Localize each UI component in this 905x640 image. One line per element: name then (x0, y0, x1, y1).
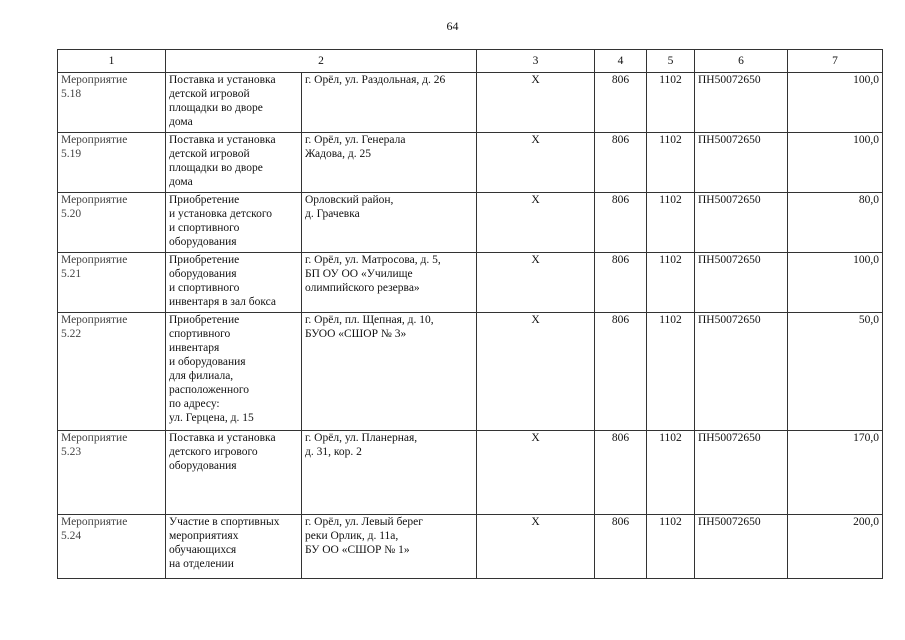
col4-cell: 806 (595, 431, 647, 515)
col7-cell: 100,0 (788, 253, 883, 313)
event-name-cell (166, 515, 302, 579)
col6-cell: ПН50072650 (695, 253, 788, 313)
event-name-cell (166, 431, 302, 515)
col3-cell: Х (477, 313, 595, 431)
header-col-7: 7 (788, 50, 883, 73)
event-name-cell (166, 73, 302, 133)
event-address-cell-line: г. Орёл, ул. Раздольная, д. 26 (305, 74, 446, 86)
header-col-5: 5 (647, 50, 695, 73)
col7-cell: 200,0 (788, 515, 883, 579)
event-name-cell (166, 253, 302, 313)
event-address-cell-line: Орловский район, (305, 194, 394, 206)
col6-cell: ПН50072650 (695, 515, 788, 579)
col6-cell: ПН50072650 (695, 313, 788, 431)
page-number: 64 (446, 19, 459, 33)
header-col-3: 3 (477, 50, 595, 73)
col5-cell: 1102 (647, 133, 695, 193)
event-name-cell-line: по адресу: (169, 398, 220, 410)
event-name-cell-line: Приобретение (169, 254, 240, 266)
header-row (58, 50, 883, 73)
header-col-1: 1 (58, 50, 166, 73)
event-address-cell-line: д. Грачевка (305, 208, 360, 220)
event-name-cell-line: мероприятиях (169, 530, 239, 542)
event-name-cell-line: детского игрового (169, 446, 258, 458)
event-name-cell (166, 193, 302, 253)
col5-cell: 1102 (647, 73, 695, 133)
event-number-cell-line: Мероприятие (61, 254, 128, 266)
col4-cell: 806 (595, 73, 647, 133)
col4-cell: 806 (595, 515, 647, 579)
event-name-cell-line: оборудования (169, 236, 237, 248)
event-name-cell-line: Поставка и установка (169, 432, 276, 444)
event-name-cell-line: ул. Герцена, д. 15 (169, 412, 254, 424)
event-name-cell-line: и установка детского (169, 208, 273, 220)
event-number-cell (58, 193, 166, 253)
event-name-cell-line: для филиала, (169, 370, 234, 382)
table-row (58, 313, 883, 431)
col5-cell: 1102 (647, 515, 695, 579)
event-name-cell-line: площадки во дворе (169, 162, 263, 174)
col7-cell: 170,0 (788, 431, 883, 515)
col7-cell: 80,0 (788, 193, 883, 253)
event-name-cell (166, 133, 302, 193)
event-number-cell-line: Мероприятие (61, 516, 128, 528)
event-address-cell (302, 253, 477, 313)
event-number-cell-line: Мероприятие (61, 74, 128, 86)
event-number-cell (58, 253, 166, 313)
event-name-cell-line: спортивного (169, 328, 231, 340)
event-address-cell (302, 313, 477, 431)
col4-cell: 806 (595, 193, 647, 253)
event-number-cell (58, 515, 166, 579)
col7-cell: 50,0 (788, 313, 883, 431)
col3-cell: Х (477, 515, 595, 579)
event-number-cell-line: 5.18 (61, 88, 82, 100)
event-number-cell-line: 5.23 (61, 446, 82, 458)
col5-cell: 1102 (647, 313, 695, 431)
col3-cell: Х (477, 133, 595, 193)
table-row (58, 515, 883, 579)
event-address-cell-line: д. 31, кор. 2 (305, 446, 362, 458)
event-number-cell-line: 5.22 (61, 328, 82, 340)
event-address-cell-line: БУ ОО «СШОР № 1» (305, 544, 410, 556)
col5-cell: 1102 (647, 431, 695, 515)
event-address-cell-line: г. Орёл, ул. Планерная, (305, 432, 418, 444)
event-address-cell-line: г. Орёл, ул. Генерала (305, 134, 406, 146)
table-row (58, 253, 883, 313)
event-name-cell-line: дома (169, 116, 193, 128)
event-name-cell-line: Поставка и установка (169, 134, 276, 146)
budget-table (57, 49, 883, 579)
event-address-cell-line: г. Орёл, ул. Левый берег (305, 516, 423, 528)
event-name-cell (166, 313, 302, 431)
event-number-cell-line: Мероприятие (61, 432, 128, 444)
event-name-cell-line: оборудования (169, 460, 237, 472)
event-name-cell-line: на отделении (169, 558, 234, 570)
event-number-cell-line: 5.24 (61, 530, 82, 542)
event-address-cell (302, 431, 477, 515)
event-name-cell-line: инвентаря в зал бокса (169, 296, 277, 308)
col6-cell: ПН50072650 (695, 193, 788, 253)
event-address-cell (302, 133, 477, 193)
event-name-cell-line: дома (169, 176, 193, 188)
event-name-cell-line: и спортивного (169, 282, 240, 294)
event-name-cell-line: расположенного (169, 384, 250, 396)
event-address-cell-line: олимпийского резерва» (305, 282, 420, 294)
event-name-cell-line: Поставка и установка (169, 74, 276, 86)
event-address-cell (302, 515, 477, 579)
event-number-cell (58, 73, 166, 133)
event-number-cell-line: Мероприятие (61, 194, 128, 206)
event-name-cell-line: обучающихся (169, 544, 237, 556)
event-number-cell (58, 133, 166, 193)
header-col-4: 4 (595, 50, 647, 73)
event-number-cell-line: 5.21 (61, 268, 82, 280)
event-address-cell-line: Жадова, д. 25 (305, 148, 371, 160)
event-number-cell (58, 313, 166, 431)
col3-cell: Х (477, 431, 595, 515)
event-address-cell-line: реки Орлик, д. 11а, (305, 530, 399, 542)
event-address-cell-line: г. Орёл, ул. Матросова, д. 5, (305, 254, 441, 266)
col3-cell: Х (477, 73, 595, 133)
col7-cell: 100,0 (788, 73, 883, 133)
event-address-cell-line: БУОО «СШОР № 3» (305, 328, 407, 340)
event-number-cell-line: 5.20 (61, 208, 82, 220)
col6-cell: ПН50072650 (695, 73, 788, 133)
event-name-cell-line: оборудования (169, 268, 237, 280)
event-name-cell-line: детской игровой (169, 148, 250, 160)
col7-cell: 100,0 (788, 133, 883, 193)
event-number-cell-line: 5.19 (61, 148, 82, 160)
event-name-cell-line: детской игровой (169, 88, 250, 100)
header-col-2: 2 (166, 50, 477, 73)
table-row (58, 431, 883, 515)
table-row (58, 73, 883, 133)
event-number-cell (58, 431, 166, 515)
event-address-cell-line: г. Орёл, пл. Щепная, д. 10, (305, 314, 434, 326)
table-row (58, 133, 883, 193)
event-name-cell-line: Приобретение (169, 314, 240, 326)
header-col-6: 6 (695, 50, 788, 73)
table-row (58, 193, 883, 253)
event-address-cell (302, 193, 477, 253)
col6-cell: ПН50072650 (695, 133, 788, 193)
col5-cell: 1102 (647, 193, 695, 253)
event-name-cell-line: и оборудования (169, 356, 246, 368)
event-name-cell-line: Участие в спортивных (169, 516, 280, 528)
col4-cell: 806 (595, 313, 647, 431)
col4-cell: 806 (595, 253, 647, 313)
event-number-cell-line: Мероприятие (61, 314, 128, 326)
col3-cell: Х (477, 253, 595, 313)
event-name-cell-line: площадки во дворе (169, 102, 263, 114)
event-number-cell-line: Мероприятие (61, 134, 128, 146)
event-name-cell-line: инвентаря (169, 342, 220, 354)
col3-cell: Х (477, 193, 595, 253)
col4-cell: 806 (595, 133, 647, 193)
col6-cell: ПН50072650 (695, 431, 788, 515)
event-name-cell-line: и спортивного (169, 222, 240, 234)
event-address-cell (302, 73, 477, 133)
col5-cell: 1102 (647, 253, 695, 313)
event-name-cell-line: Приобретение (169, 194, 240, 206)
event-address-cell-line: БП ОУ ОО «Училище (305, 268, 413, 280)
